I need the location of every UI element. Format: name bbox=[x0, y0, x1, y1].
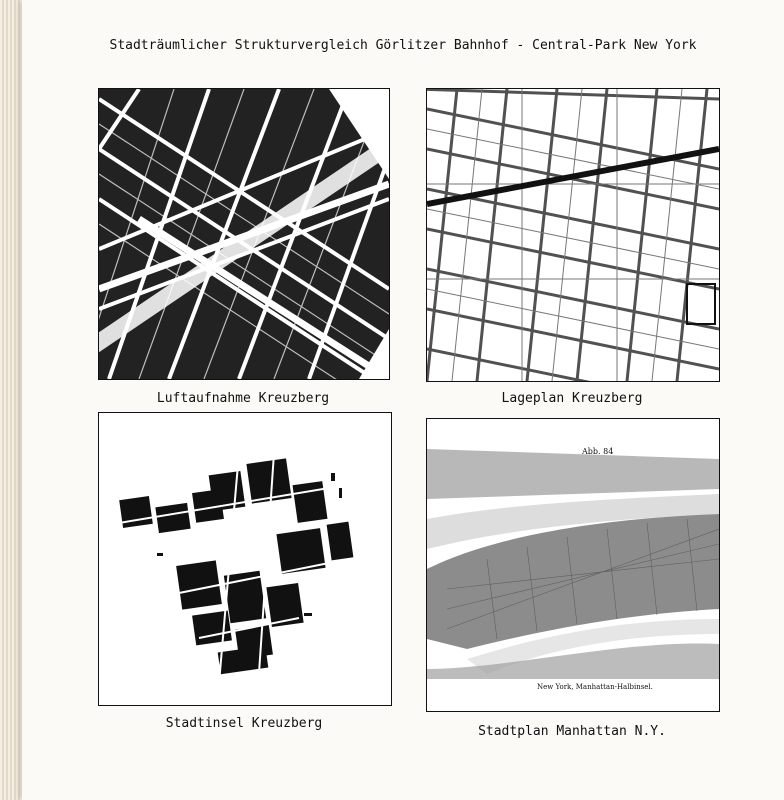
city-map-image bbox=[427, 419, 719, 711]
aerial-map-image bbox=[99, 89, 389, 379]
figure-siteplan-kreuzberg bbox=[426, 88, 720, 382]
caption-aerial-kreuzberg: Luftaufnahme Kreuzberg bbox=[156, 391, 330, 406]
map-figure-label: Abb. 84 bbox=[582, 447, 614, 456]
map-inset-caption: New York, Manhattan-Halbinsel. bbox=[537, 683, 653, 691]
page-title: Stadträumlicher Strukturvergleich Görlitzer Bahnhof - Central-Park New York bbox=[109, 38, 697, 53]
figure-aerial-kreuzberg bbox=[98, 88, 390, 380]
figure-manhattan-map bbox=[426, 418, 720, 712]
caption-siteplan-kreuzberg: Lageplan Kreuzberg bbox=[501, 391, 643, 406]
caption-stadtinsel-kreuzberg: Stadtinsel Kreuzberg bbox=[165, 716, 323, 731]
figure-stadtinsel-kreuzberg bbox=[98, 412, 392, 706]
site-plan-map-image bbox=[427, 89, 719, 381]
figure-ground-map-image bbox=[99, 413, 391, 705]
caption-manhattan-map: Stadtplan Manhattan N.Y. bbox=[478, 724, 666, 739]
